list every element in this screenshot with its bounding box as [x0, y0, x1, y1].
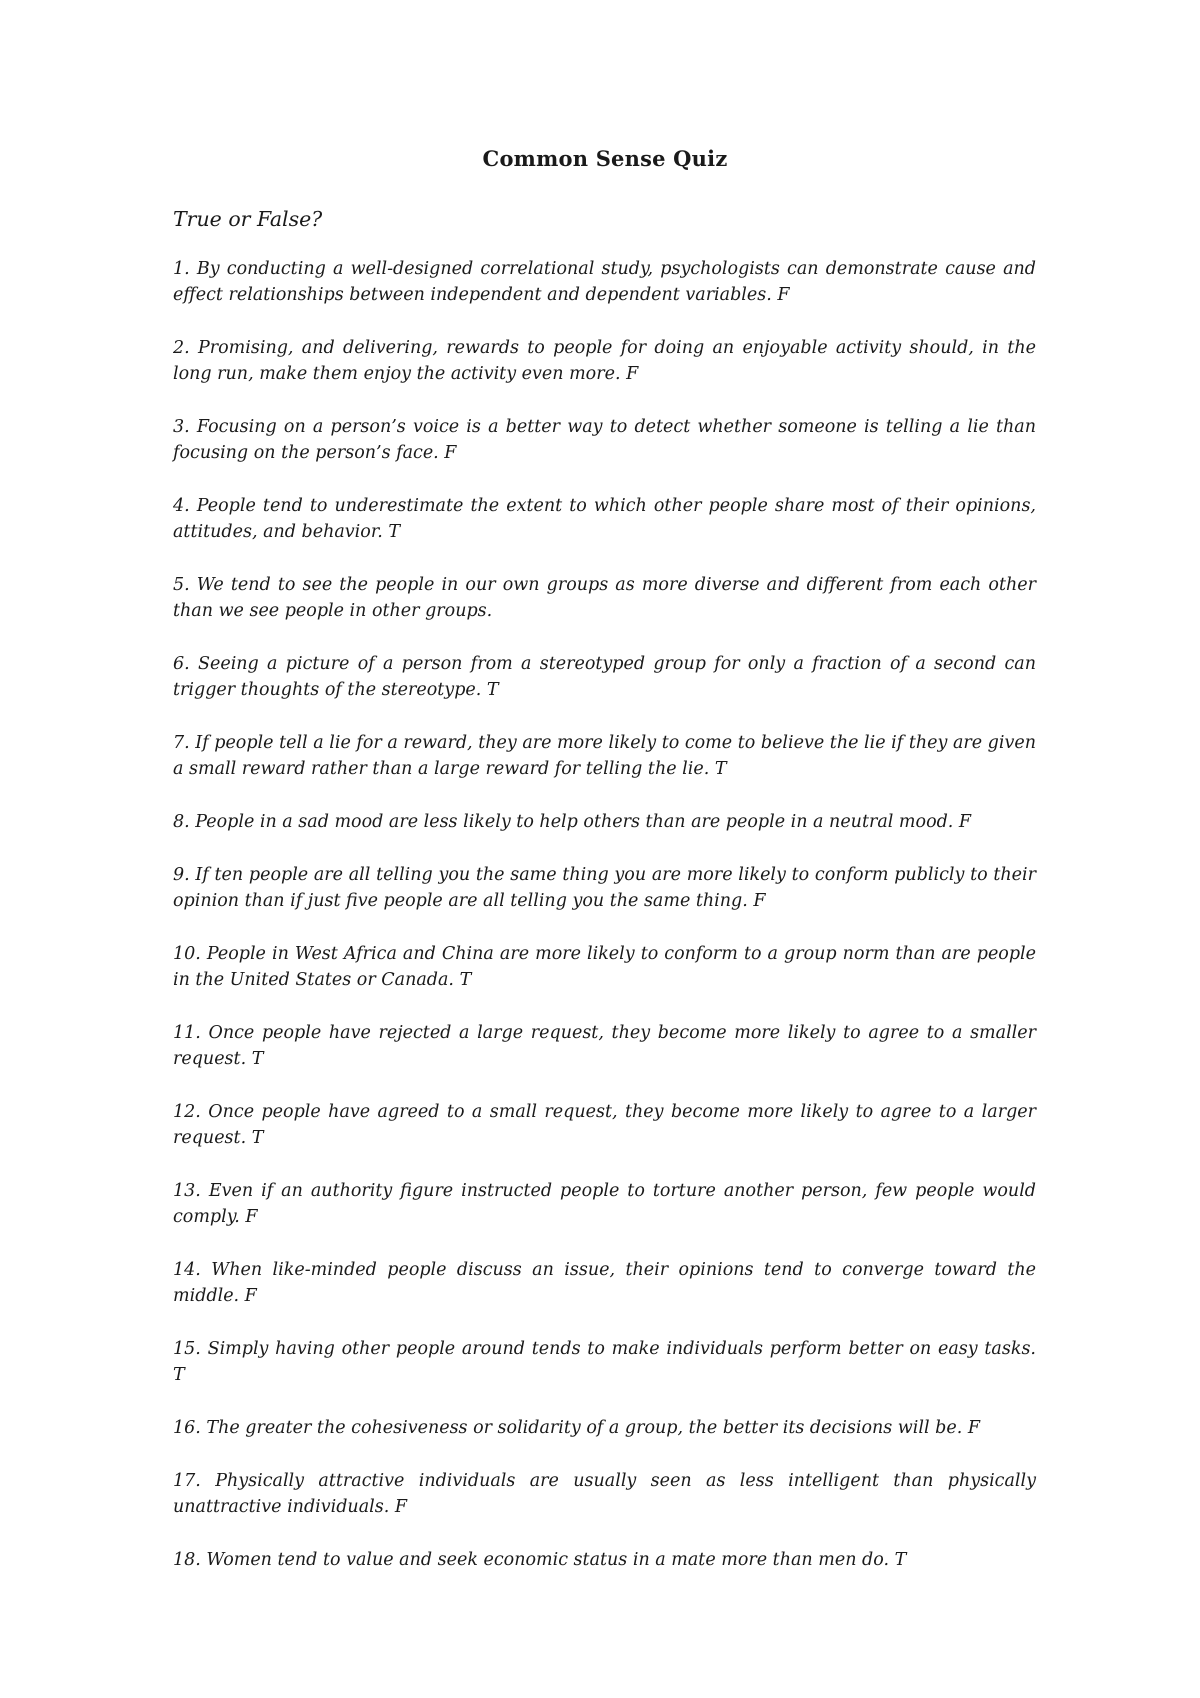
question-item: 14. When like-minded people discuss an issue, their opinions tend to converge toward the middle. F — [173, 1260, 1036, 1306]
question-item: 13. Even if an authority figure instructed people to torture another person, few people would comply. F — [173, 1181, 1036, 1227]
question-item: 8. People in a sad mood are less likely to help others than are people in a neutral mood. F — [173, 812, 972, 832]
page-title: Common Sense Quiz — [482, 146, 728, 171]
question-item: 17. Physically attractive individuals are usually seen as less intelligent than physically unattractive individuals. F — [173, 1471, 1036, 1517]
question-item: 9. If ten people are all telling you the same thing you are more likely to conform publicly to their opinion than if just five people are all telling you the same thing. F — [173, 865, 1036, 911]
question-item: 5. We tend to see the people in our own groups as more diverse and different from each other than we see people in other groups. — [173, 575, 1036, 621]
question-list — [173, 256, 1036, 1600]
question-item: 6. Seeing a picture of a person from a stereotyped group for only a fraction of a second can trigger thoughts of the stereotype. T — [173, 654, 1036, 700]
quiz-subtitle: True or False? — [173, 207, 323, 231]
question-item: 10. People in West Africa and China are more likely to conform to a group norm than are people in the United States or Canada. T — [173, 944, 1036, 990]
question-item: 11. Once people have rejected a large request, they become more likely to agree to a smaller request. T — [173, 1023, 1036, 1069]
question-item: 15. Simply having other people around tends to make individuals perform better on easy tasks. T — [173, 1339, 1036, 1385]
question-item: 1. By conducting a well-designed correlational study, psychologists can demonstrate cause and effect relationships between independent and dependent variables. F — [173, 259, 1036, 305]
question-item: 4. People tend to underestimate the extent to which other people share most of their opinions, attitudes, and behavior. T — [173, 496, 1036, 542]
question-item: 12. Once people have agreed to a small request, they become more likely to agree to a larger request. T — [173, 1102, 1036, 1148]
question-item: 16. The greater the cohesiveness or solidarity of a group, the better its decisions will be. F — [173, 1418, 980, 1438]
question-item: 2. Promising, and delivering, rewards to people for doing an enjoyable activity should, in the long run, make them enjoy the activity even more. F — [173, 338, 1036, 384]
question-item: 18. Women tend to value and seek economic status in a mate more than men do. T — [173, 1550, 907, 1570]
question-item: 7. If people tell a lie for a reward, they are more likely to come to believe the lie if they are given a small reward rather than a large reward for telling the lie. T — [173, 733, 1036, 779]
question-item: 3. Focusing on a person’s voice is a better way to detect whether someone is telling a lie than focusing on the person’s face. F — [173, 417, 1036, 463]
